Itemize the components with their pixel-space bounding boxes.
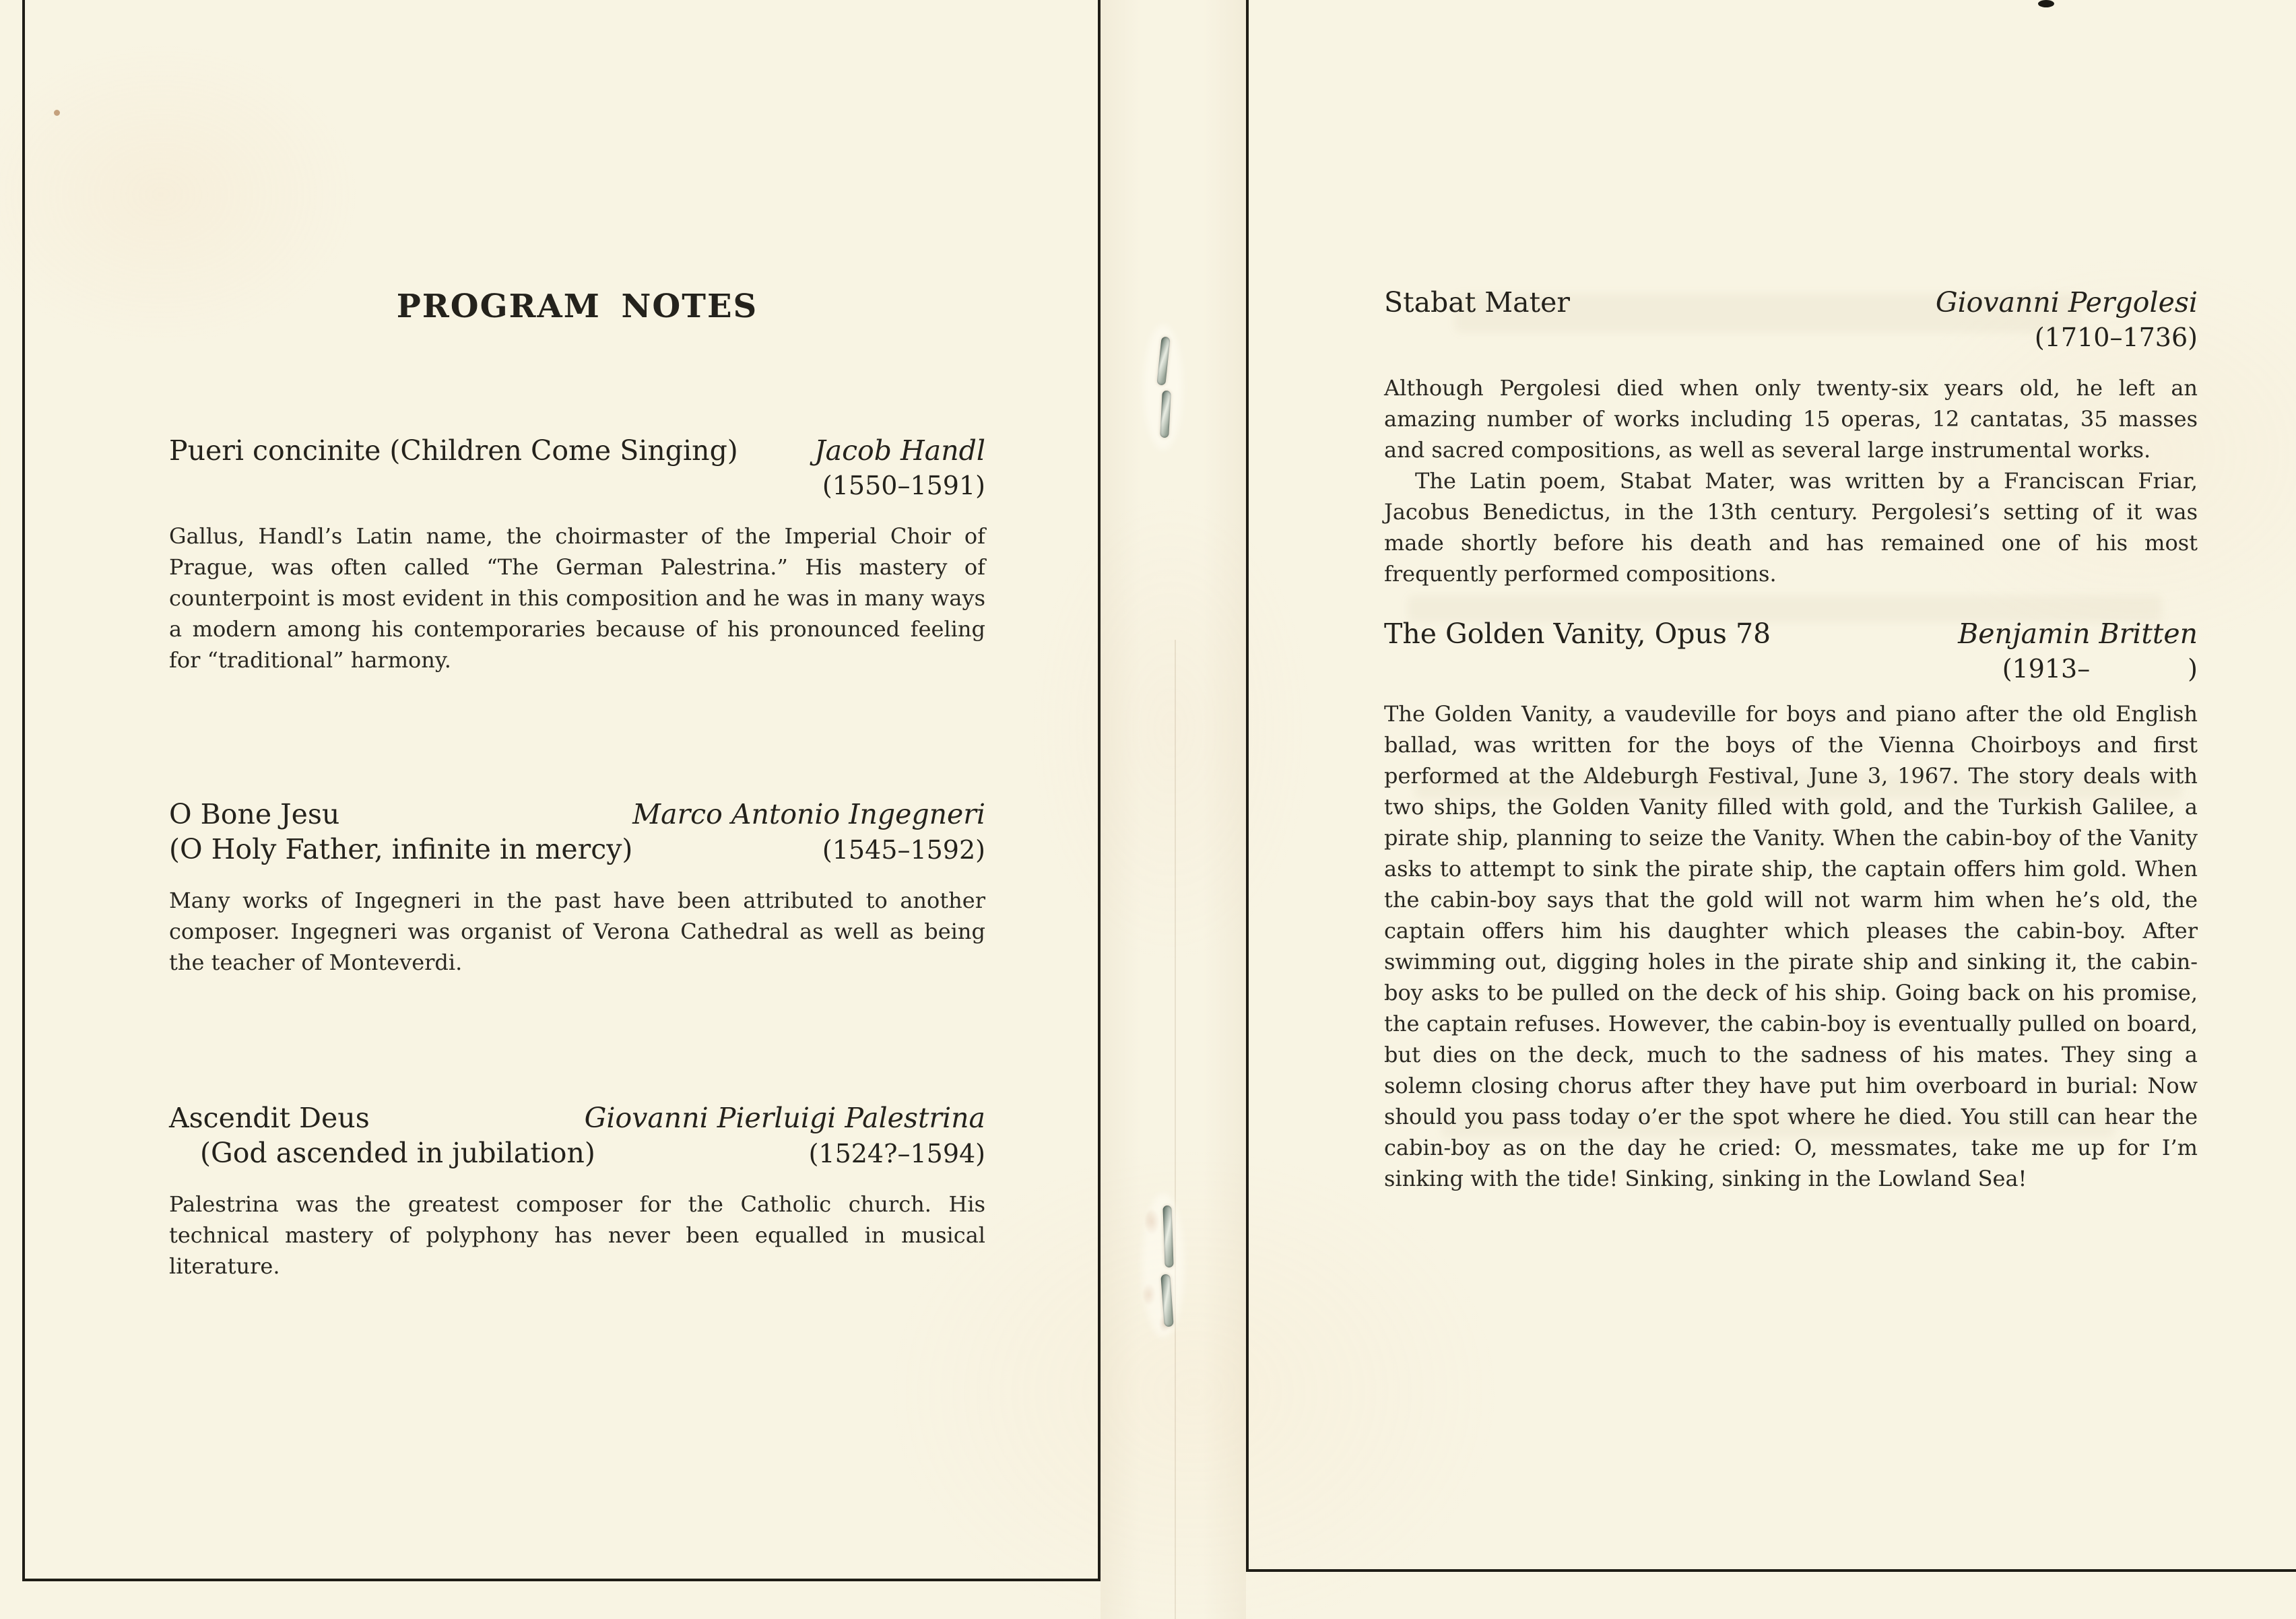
program-entry-handl xyxy=(169,433,985,675)
work-title: The Golden Vanity, Opus 78 xyxy=(1384,618,1771,650)
program-notes-title: PROGRAM NOTES xyxy=(396,288,758,325)
scan-speck-artifact xyxy=(54,110,60,116)
work-subtitle: (O Holy Father, infinite in mercy) xyxy=(169,833,633,865)
entry-heading xyxy=(1384,616,2198,686)
composer-name: Giovanni Pergolesi xyxy=(1935,286,2198,319)
program-note-text: The Golden Vanity, a vaudeville for boys and piano after the old English ballad, was written for the boys of the Vienna Choirboys and first performed at the Aldeburgh Festival, June 3, 1967. The story deals with two ships, the Golden Vanity filled with gold, and the Turkish Galilee, a pirate ship, planning to seize the Vanity. When the cabin-boy of the Vanity asks to attempt to sink the pirate ship, the captain offers him gold. When the cabin-boy says that the gold will not warm him when he’s old, the captain offers him his daughter which pleases the cabin-boy. After swimming out, digging holes in the pirate ship and sinking it, the cabin-boy asks to be pulled on the deck of his ship. Going back on his promise, the captain refuses. However, the cabin-boy is eventually pulled on board, but dies on the deck, much to the sadness of his mates. They sing a solemn closing chorus after they have put him overboard in burial: Now should you pass today o’er the spot where he died. You still can hear the cabin-boy as on the day he cried: O, messmates, take me up for I’m sinking with the tide! Sinking, sinking in the Lowland Sea! xyxy=(1384,701,2198,1191)
composer-dates: (1545–1592) xyxy=(822,835,985,865)
composer-name: Marco Antonio Ingegneri xyxy=(632,798,985,830)
program-note-text: Although Pergolesi died when only twenty-six years old, he left an amazing number of works including 15 operas, 12 cantatas, 35 masses and sacred compositions, as well as several large instrumental works. xyxy=(1384,375,2198,463)
work-title: Pueri concinite (Children Come Singing) xyxy=(169,434,738,467)
work-title: O Bone Jesu xyxy=(169,798,340,830)
composer-dates: (1524?–1594) xyxy=(808,1139,985,1168)
program-entry-pergolesi xyxy=(1384,285,2198,589)
work-subtitle: (God ascended in jubilation) xyxy=(200,1137,595,1169)
composer-dates: (1710–1736) xyxy=(2034,323,2198,352)
page-right-content xyxy=(1384,285,2198,1194)
program-note-text: Gallus, Handl’s Latin name, the choirmaster of the Imperial Choir of Prague, was often called “The German Palestrina.” His mastery of counterpoint is most evident in this composition and he was in many ways a modern among his contemporaries because of his pronounced feeling for “traditional” harmony. xyxy=(169,523,985,673)
page-left-content xyxy=(169,290,985,1282)
center-fold-crease xyxy=(1175,640,1176,1619)
center-fold-shading xyxy=(1101,0,1246,1619)
work-title: Ascendit Deus xyxy=(169,1102,370,1134)
program-entry-ingegneri xyxy=(169,797,985,978)
entry-heading xyxy=(169,433,985,503)
program-note-text: Palestrina was the greatest composer for the Catholic church. His technical mastery of polyphony has never been equalled in musical literature. xyxy=(169,1191,985,1279)
scan-speck-artifact xyxy=(2038,0,2054,7)
entry-heading xyxy=(169,1100,985,1171)
work-title: Stabat Mater xyxy=(1384,286,1570,319)
program-note-text: Many works of Ingegneri in the past have been attributed to another composer. Ingegneri was organist of Verona Cathedral as well as being the teacher of Monteverdi. xyxy=(169,888,985,975)
program-entry-palestrina xyxy=(169,1100,985,1282)
program-note-text: The Latin poem, Stabat Mater, was written by a Franciscan Friar, Jacobus Benedictus, in the 13th century. Pergolesi’s setting of it was made shortly before his death and has remained one of his most frequently performed compositions. xyxy=(1384,468,2198,587)
entry-heading xyxy=(169,797,985,867)
composer-name: Benjamin Britten xyxy=(1958,618,2198,650)
composer-dates: (1550–1591) xyxy=(822,471,985,500)
composer-name: Giovanni Pierluigi Palestrina xyxy=(584,1102,985,1134)
composer-dates: (1913– ) xyxy=(2002,654,2198,684)
composer-name: Jacob Handl xyxy=(814,434,985,467)
program-entry-britten xyxy=(1384,616,2198,1194)
entry-heading xyxy=(1384,285,2198,355)
